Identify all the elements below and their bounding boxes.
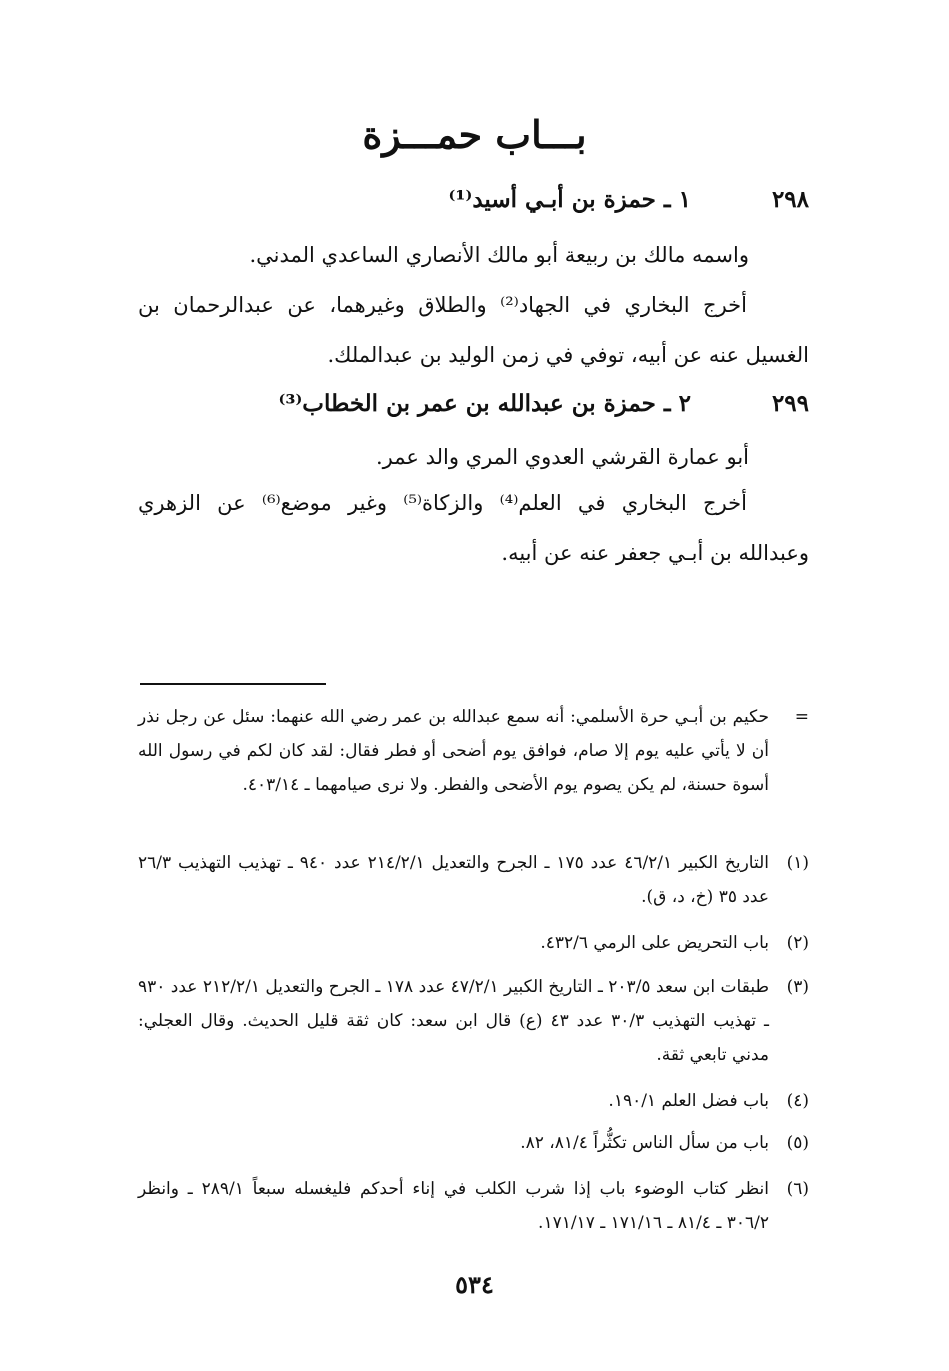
footnote (138, 1172, 809, 1240)
footnote-mark: (٤) (786, 1091, 809, 1111)
footnote-mark: (١) (786, 853, 809, 873)
entry-global-number: ٢٩٩ (771, 390, 809, 417)
entry-sources: أخرج البخاري في العلم⁽⁴⁾ والزكاة⁽⁵⁾ وغير موضع⁽⁶⁾ عن الزهري وعبدالله بن أبـي جعفر عنه عن أبيه. (138, 491, 809, 565)
footnote-mark: (٣) (786, 977, 809, 997)
entry-heading (140, 390, 809, 430)
entry-heading (140, 186, 809, 226)
entry-name-line: ٢ ـ حمزة بن عبدالله بن عمر بن الخطاب⁽³⁾ (278, 390, 691, 417)
footnote-mark: (٥) (786, 1133, 809, 1153)
entry-description: واسمه مالك بن ربيعة أبو مالك الأنصاري الساعدي المدني. (249, 243, 749, 267)
footnote (138, 700, 809, 802)
footnote-mark: (٢) (786, 933, 809, 953)
footnote-text: انظر كتاب الوضوء باب إذا شرب الكلب في إناء أحدكم فليغسله سبعاً ٢٨٩/١ ـ وانظر ٣٠٦/٢ ـ ٨١/٤ ـ ١٧١/١٦ ـ ١٧١/١٧. (138, 1179, 770, 1233)
footnote (138, 970, 809, 1072)
footnote-text: التاريخ الكبير ٤٦/٢/١ عدد ١٧٥ ـ الجرح والتعديل ٢١٤/٢/١ عدد ٩٤٠ ـ تهذيب التهذيب ٢٦/٣ عدد ٣٥ (خ، د، ق). (138, 853, 769, 907)
entry-description: أبو عمارة القرشي العدوي المري والد عمر. (375, 445, 749, 469)
footnote-text: باب من سأل الناس تكثُّراً ٨١/٤، ٨٢. (520, 1133, 769, 1153)
page-number: ٥٣٤ (455, 1270, 494, 1299)
footnote-text: باب فضل العلم ١٩٠/١. (608, 1091, 769, 1111)
footnote-text: طبقات ابن سعد ٢٠٣/٥ ـ التاريخ الكبير ٤٧/٢/١ عدد ١٧٨ ـ الجرح والتعديل ٢١٢/٢/١ عدد ٩٣٠ ـ تهذيب التهذيب ٣٠/٣ عدد ٤٣ (ع) قال ابن سعد: كان ثقة قليل الحديث. وقال العجلي: مدني تابعي ثقة. (138, 977, 769, 1065)
footnote-divider (140, 683, 326, 685)
footnote-text: حكيم بن أبـي حرة الأسلمي: أنه سمع عبدالله بن عمر رضي الله عنهما: سئل عن رجل نذر أن لا يأتي عليه يوم إلا صام، فوافق يوم أضحى أو فطر فقال: لقد كان لكم في رسول الله أسوة حسنة، لم يكن يصوم يوم الأضحى والفطر. ولا نرى صيامهما ـ ٤٠٣/١٤. (138, 707, 769, 795)
footnote (138, 926, 809, 960)
footnote-mark: = (794, 707, 809, 727)
footnote (138, 1084, 809, 1118)
entry-global-number: ٢٩٨ (771, 186, 809, 213)
chapter-title: بـــاب حمـــزة (362, 112, 587, 157)
footnote-mark: (٦) (786, 1179, 809, 1199)
entry-sources: أخرج البخاري في الجهاد⁽²⁾ والطلاق وغيرهما، عن عبدالرحمان بن الغسيل عنه عن أبيه، توفي في زمن الوليد بن عبدالملك. (138, 293, 809, 367)
footnote-text: باب التحريض على الرمي ٤٣٢/٦. (540, 933, 769, 953)
footnote (138, 1126, 809, 1160)
entry-name-line: ١ ـ حمزة بن أبـي أسيد⁽¹⁾ (448, 186, 691, 213)
footnote (138, 846, 809, 914)
